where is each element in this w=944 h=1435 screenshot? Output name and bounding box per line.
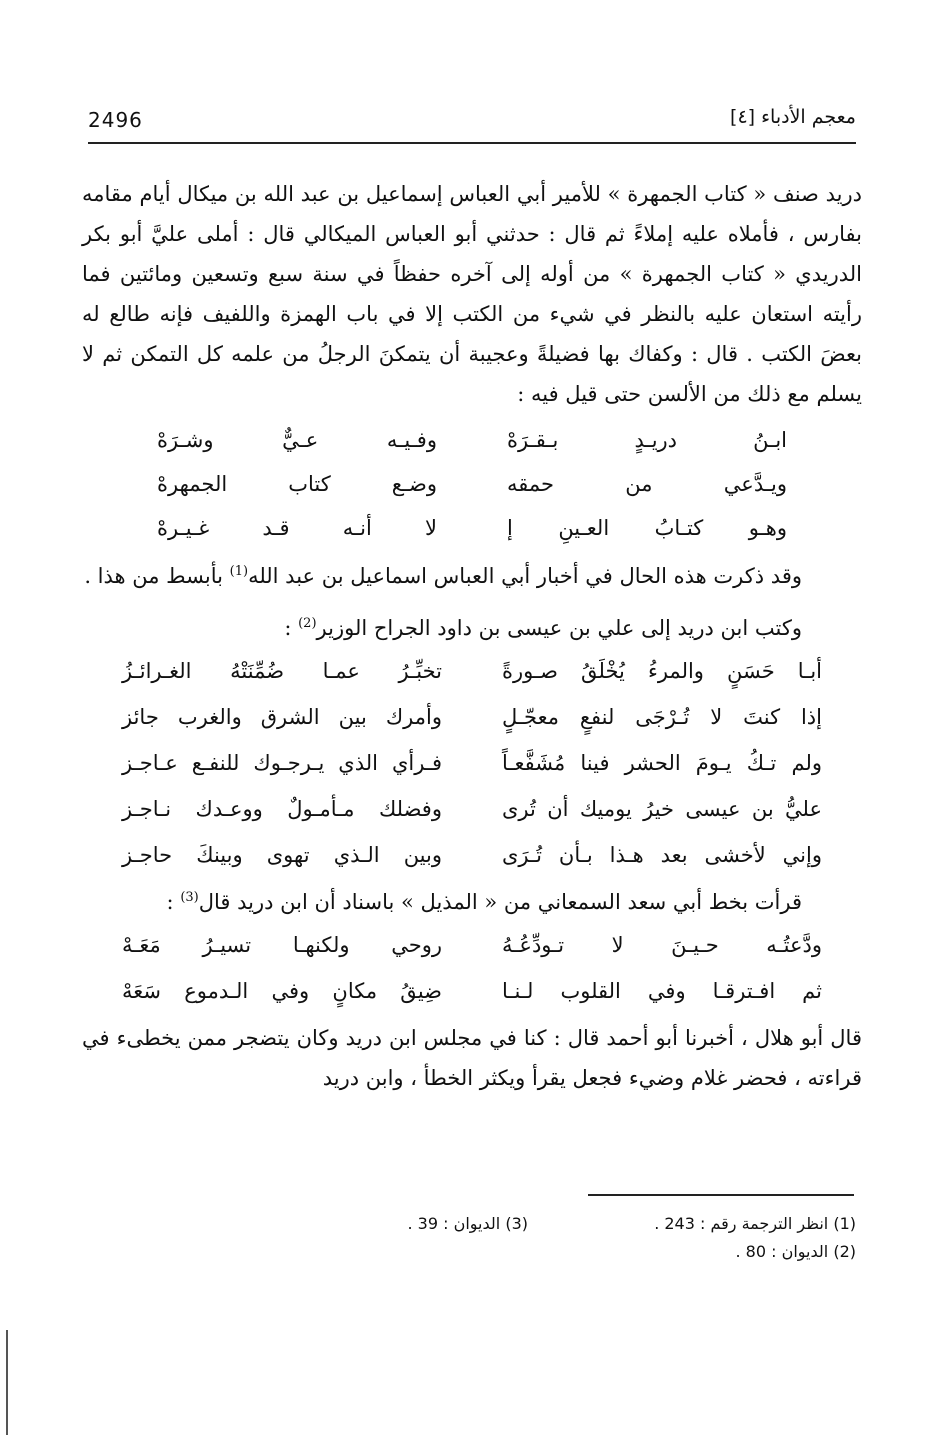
verse-hemistich: وفـيـه عـيٌّ وشـرَهْ xyxy=(157,428,437,452)
footnote-ref-1: (1) xyxy=(229,564,249,579)
verse-row xyxy=(82,462,862,506)
verse-hemistich: ابـنُ دريـدٍ بـقـرَهْ xyxy=(507,428,787,452)
verse-row xyxy=(82,922,862,968)
page-number: 2496 xyxy=(88,108,143,132)
verse-hemistich: عليُّ بن عيسى خيرُ يوميك أن تُرى xyxy=(502,797,822,821)
verse-hemistich: وهـو كتـابُ العـينِ إ xyxy=(507,516,787,540)
footnote-ref-3: (3) xyxy=(180,890,199,905)
verse-hemistich: وإني لأخشى بعد هـذا بـأن تُـرَى xyxy=(502,843,822,867)
verse-row xyxy=(82,832,862,878)
footnote-ref-2: (2) xyxy=(298,616,317,631)
verse-hemistich: أبـا حَسَنٍ والمرءُ يُخْلَقُ صـورةً xyxy=(502,659,822,683)
verse-row xyxy=(82,418,862,462)
poem-2 xyxy=(82,648,862,878)
paragraph-3 xyxy=(82,604,862,648)
poem-1 xyxy=(82,418,862,550)
scan-edge-mark xyxy=(6,1330,8,1435)
paragraph-3-text: وكتب ابن دريد إلى علي بن عيسى بن داود الجراح الوزير xyxy=(316,616,802,640)
verse-row xyxy=(82,506,862,550)
verse-hemistich: ضِيقُ مكانٍ وفي الـدموع سَعَهْ xyxy=(122,979,442,1003)
paragraph-3-end: : xyxy=(284,616,299,640)
footnotes xyxy=(88,1210,856,1266)
verse-row xyxy=(82,740,862,786)
verse-hemistich: وضـع كتاب الجمهرهْ xyxy=(157,472,437,496)
paragraph-2 xyxy=(82,552,862,596)
verse-hemistich: ودَّعتُـه حـيـنَ لا تـودِّعُـهُ xyxy=(502,933,822,957)
running-title: معجم الأدباء [٤] xyxy=(730,106,856,128)
verse-hemistich: ثم افـترقـا وفي القلوب لـنـا xyxy=(502,979,822,1003)
paragraph-4-text: قرأت بخط أبي سعد السمعاني من « المذيل » باسناد أن ابن دريد قال xyxy=(198,890,802,914)
verse-hemistich: وفضلك مـأمـولٌ ووعـدك نـاجـز xyxy=(122,797,442,821)
header-rule xyxy=(88,142,856,144)
paragraph-4-end: : xyxy=(166,890,181,914)
verse-hemistich: إذا كنتَ لا تُـرْجَى لنفعٍ معجّـلٍ xyxy=(502,705,822,729)
footnote-3: (3) الديوان : 39 . xyxy=(407,1214,528,1233)
verse-hemistich: وأمرك بين الشرق والغرب جائز xyxy=(122,705,442,729)
verse-hemistich: روحي ولكنهـا تسيـرُ مَعَـهْ xyxy=(122,933,442,957)
footnote-row xyxy=(88,1210,856,1238)
footnote-rule xyxy=(588,1194,854,1196)
main-text xyxy=(82,174,862,1098)
paragraph-2-text: وقد ذكرت هذه الحال في أخبار أبي العباس اسماعيل بن عبد الله xyxy=(248,564,802,588)
page-header xyxy=(88,100,856,140)
footnote-2: (2) الديوان : 80 . xyxy=(735,1242,856,1261)
footnote-1: (1) انظر الترجمة رقم : 243 . xyxy=(654,1214,856,1233)
footnote-row xyxy=(88,1238,856,1266)
verse-hemistich: فـرأي الذي يـرجـوك للنفـع عـاجـز xyxy=(122,751,442,775)
poem-3 xyxy=(82,922,862,1014)
verse-row xyxy=(82,968,862,1014)
verse-hemistich: ولم تـكُ يـومَ الحشر فينا مُشَفَّعـاً xyxy=(502,751,822,775)
verse-row xyxy=(82,694,862,740)
paragraph-4 xyxy=(82,878,862,922)
verse-hemistich: تخبِّـرُ عمـا ضُمِّنَتْهُ الغـرائـزُ xyxy=(122,659,442,683)
verse-row xyxy=(82,786,862,832)
paragraph-5: قال أبو هلال ، أخبرنا أبو أحمد قال : كنا في مجلس ابن دريد وكان يتضجر ممن يخطىء في قراءته ، فحضر غلام وضيء فجعل يقرأ ويكثر الخطأ ، وابن دريد xyxy=(82,1026,862,1090)
verse-hemistich: وبين الـذي تهوى وبينكَ حاجـز xyxy=(122,843,442,867)
paragraph-2-end: بأبسط من هذا . xyxy=(84,564,230,588)
verse-hemistich: ويـدَّعي من حمقه xyxy=(507,472,787,496)
paragraph-1: دريد صنف « كتاب الجمهرة » للأمير أبي العباس إسماعيل بن عبد الله بن ميكال أيام مقامه بفارس ، فأملاه عليه إملاءً ثم قال : حدثني أبو العباس الميكالي قال : أملى عليَّ أبو بكر الدريدي « كتاب الجمهرة » من أوله إلى آخره حفظاً في سنة سبع وتسعين ومائتين فما رأيته استعان عليه بالنظر في شيء من الكتب إلا في باب الهمزة واللفيف فإنه طالع له بعضَ الكتب . قال : وكفاك بها فضيلةً وعجيبة أن يتمكنَ الرجلُ من علمه كل التمكن ثم لا يسلم مع ذلك من الألسن حتى قيل فيه : xyxy=(82,182,862,406)
verse-hemistich: لا أنـه قـد غـيـرهْ xyxy=(157,516,437,540)
verse-row xyxy=(82,648,862,694)
